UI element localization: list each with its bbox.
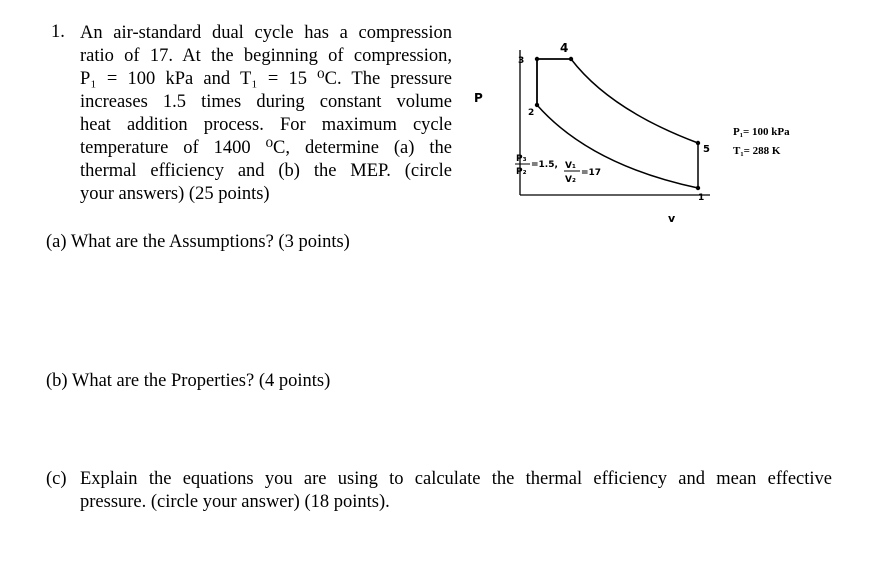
part-b xyxy=(46,370,330,393)
state-label-1: 1 xyxy=(698,193,705,203)
p1-value-label: P₁= 100 kPa xyxy=(733,126,790,138)
question-line: increases 1.5 times during constant volume xyxy=(80,92,452,112)
part-b-label: (b) xyxy=(46,371,68,391)
ratio-p2: P₂ xyxy=(516,167,527,177)
state-point-5 xyxy=(696,141,700,145)
state-point-3 xyxy=(535,57,539,61)
part-c-line-1: Explain the equations you are using to calculate the thermal efficiency and mean effective xyxy=(80,469,832,489)
state-label-4: 4 xyxy=(560,41,569,55)
part-c-line-2: pressure. (circle your answer) (18 points). xyxy=(80,492,390,512)
state-point-4 xyxy=(569,57,573,61)
question-line: thermal efficiency and (b) the MEP. (circle xyxy=(80,161,452,181)
axis-p-label: P xyxy=(474,91,483,105)
ratio-v2: V₂ xyxy=(565,175,576,185)
t1-value-label: T₁= 288 K xyxy=(733,145,781,157)
state-point-1 xyxy=(696,186,700,190)
pressure-ratio-value: =1.5, xyxy=(531,160,558,170)
question-line: ratio of 17. At the beginning of compression, xyxy=(80,46,452,66)
question-line: temperature of 1400 ⁰C, determine (a) the xyxy=(80,138,452,158)
question-line: P₁ = 100 kPa and T₁ = 15 ⁰C. The pressure xyxy=(80,69,452,89)
question-line: An air-standard dual cycle has a compression xyxy=(80,23,452,43)
process-1-2 xyxy=(537,105,698,188)
question-line: heat addition process. For maximum cycle xyxy=(80,115,452,135)
ratio-v1: V₁ xyxy=(565,161,576,171)
compression-ratio-value: =17 xyxy=(581,168,602,178)
part-a-text: What are the Assumptions? (3 points) xyxy=(70,232,350,252)
pv-diagram xyxy=(470,30,830,230)
process-4-5 xyxy=(571,59,698,143)
question-line: your answers) (25 points) xyxy=(80,184,270,204)
state-point-2 xyxy=(535,103,539,107)
axis-v-label: v xyxy=(668,212,676,225)
part-b-text: What are the Properties? (4 points) xyxy=(71,371,331,391)
state-label-2: 2 xyxy=(528,108,535,118)
ratio-p3: P₃ xyxy=(516,154,527,164)
part-c-label: (c) xyxy=(46,469,67,489)
question-text xyxy=(80,22,452,206)
part-a xyxy=(46,231,350,254)
part-a-label: (a) xyxy=(46,232,67,252)
state-label-5: 5 xyxy=(703,144,710,155)
question-number: 1. xyxy=(51,22,65,42)
state-label-3: 3 xyxy=(518,56,525,66)
